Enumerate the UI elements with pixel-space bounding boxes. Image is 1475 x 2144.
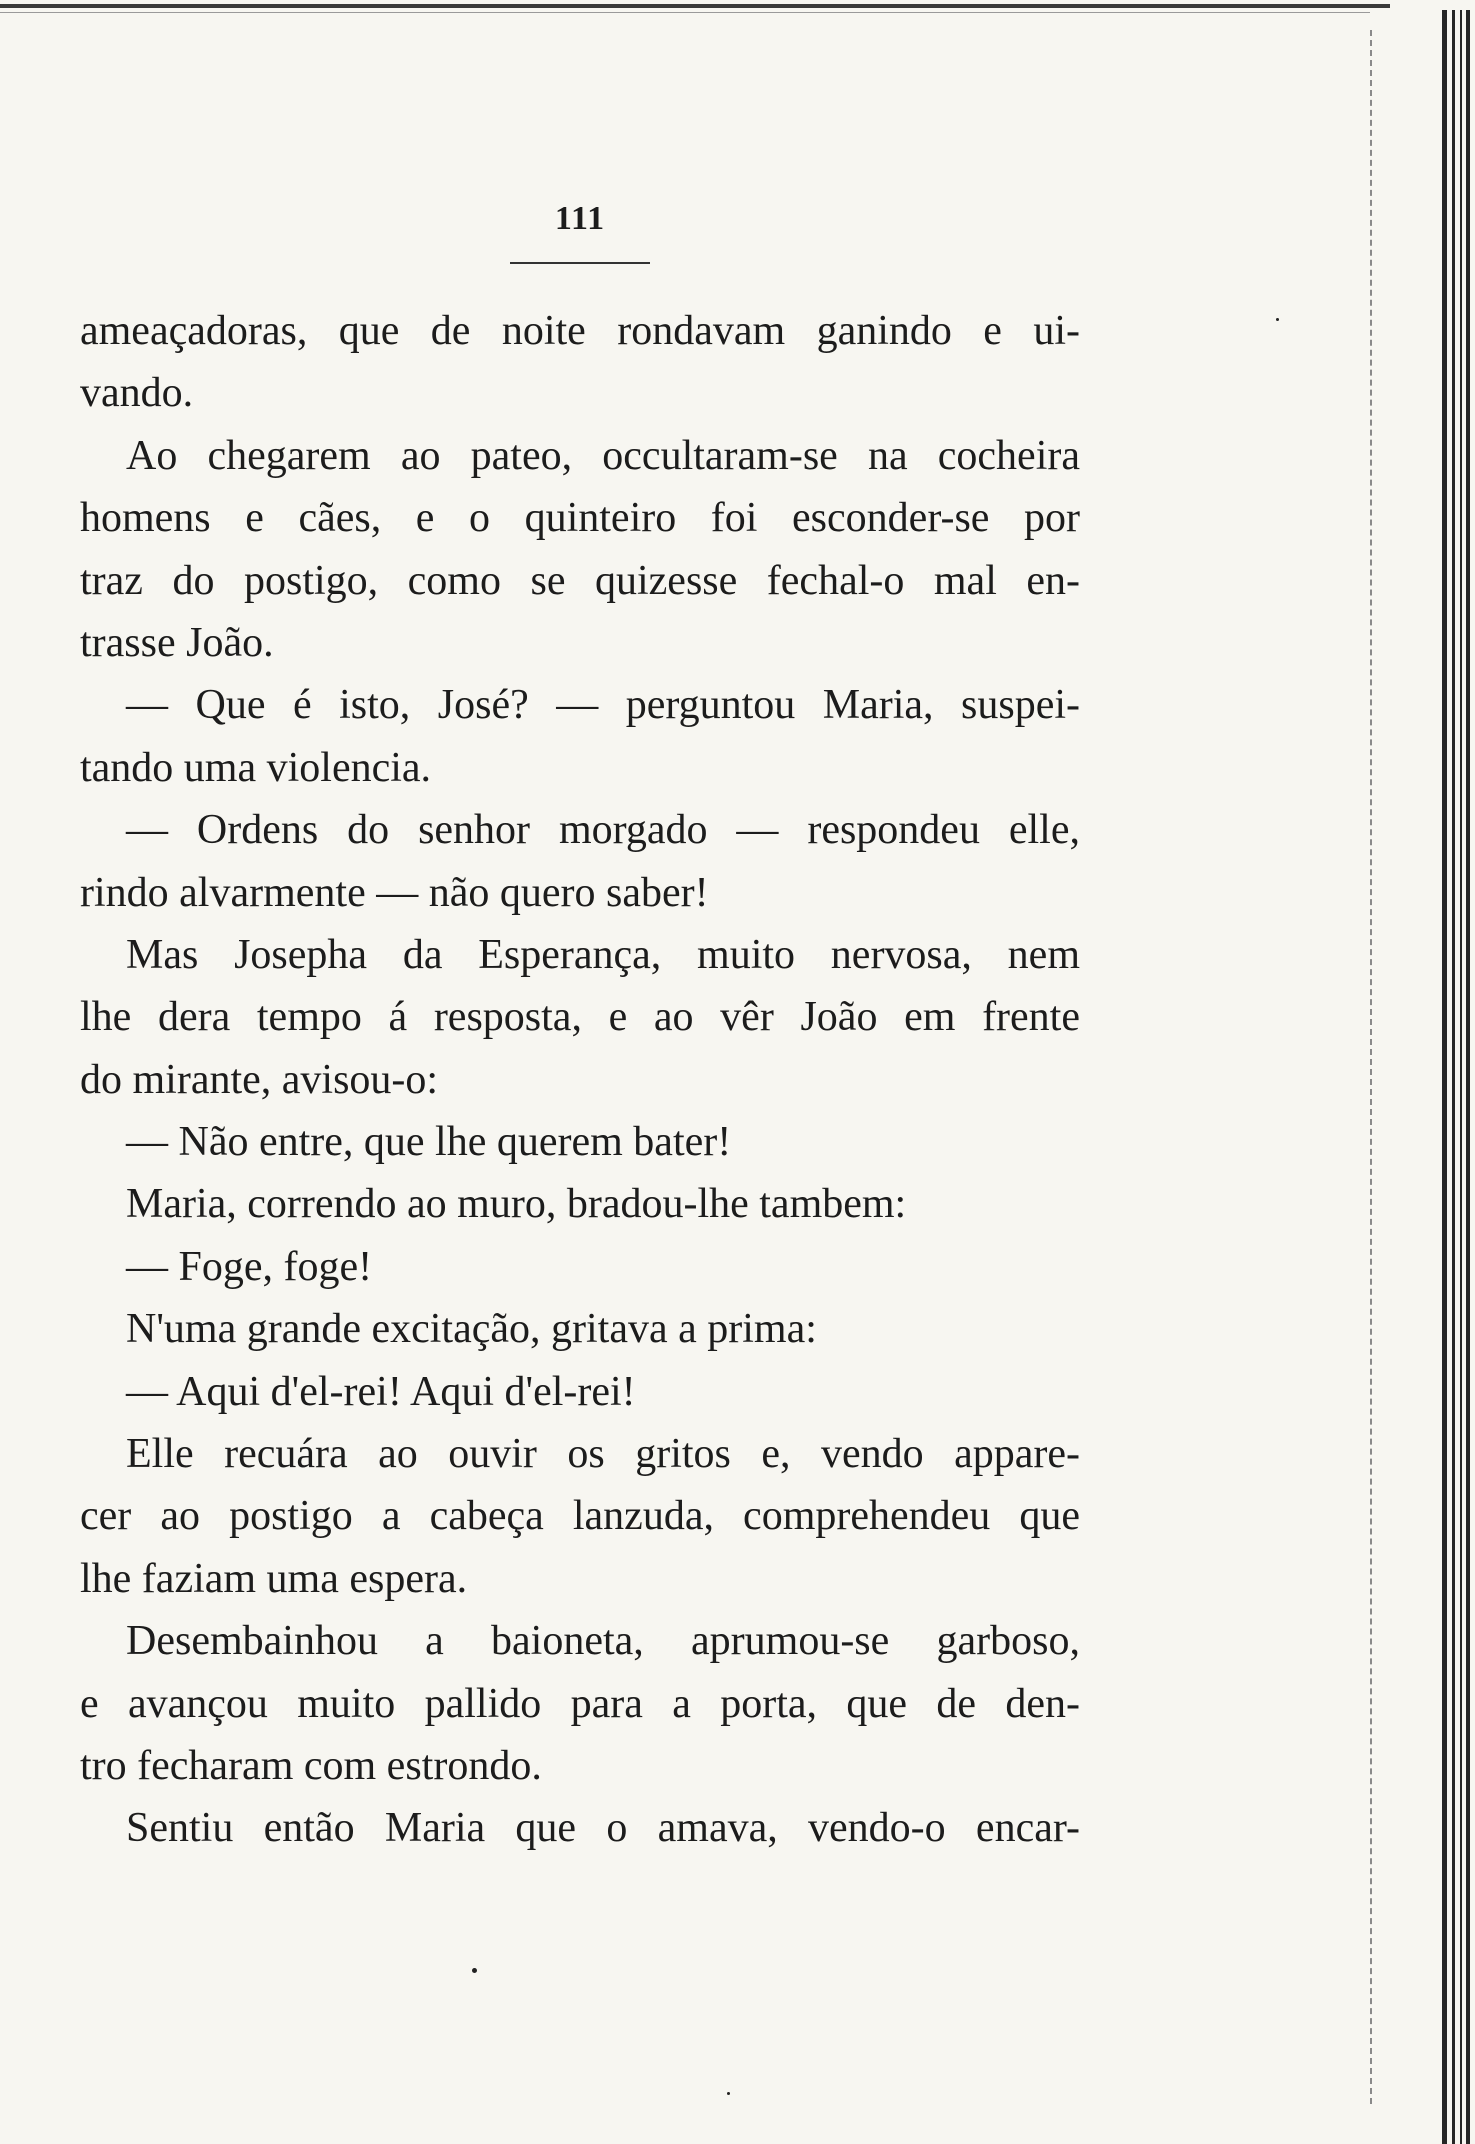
text-line: Sentiu então Maria que o amava, vendo-o encar- xyxy=(126,1805,1080,1852)
top-edge-rule-thin xyxy=(0,12,1370,13)
text-line: — Ordens do senhor morgado — respondeu elle, xyxy=(126,807,1080,854)
text-line: trasse João. xyxy=(80,619,274,666)
page-number-rule xyxy=(510,262,650,264)
binding-line xyxy=(1442,10,1447,2144)
text-line: tando uma violencia. xyxy=(80,744,432,791)
text-line: traz do postigo, como se quizesse fechal-o mal en- xyxy=(80,557,1080,604)
ink-speck xyxy=(1276,318,1279,321)
text-line: — Não entre, que lhe querem bater! xyxy=(126,1119,732,1166)
text-line: homens e cães, e o quinteiro foi esconder-se por xyxy=(80,495,1080,542)
text-line: cer ao postigo a cabeça lanzuda, comprehendeu que xyxy=(80,1493,1080,1540)
binding-line xyxy=(1466,10,1470,2144)
book-binding-edge xyxy=(1370,10,1475,2144)
text-line: lhe dera tempo á resposta, e ao vêr João em frente xyxy=(80,994,1080,1041)
text-line: — Foge, foge! xyxy=(126,1243,373,1290)
text-line: do mirante, avisou-o: xyxy=(80,1056,439,1103)
text-line: e avançou muito pallido para a porta, que de den- xyxy=(80,1680,1080,1727)
binding-line xyxy=(1460,10,1462,2144)
ink-speck xyxy=(727,2092,730,2095)
binding-wavy-edge xyxy=(1370,30,1382,2104)
text-line: N'uma grande excitação, gritava a prima: xyxy=(126,1306,817,1353)
binding-line xyxy=(1452,10,1455,2144)
body-text xyxy=(80,300,1080,1860)
top-edge-rule xyxy=(0,4,1390,8)
text-line: — Que é isto, José? — perguntou Maria, suspei- xyxy=(126,682,1080,729)
text-line: vando. xyxy=(80,370,194,417)
text-line: — Aqui d'el-rei! Aqui d'el-rei! xyxy=(126,1368,636,1415)
text-line: Elle recuára ao ouvir os gritos e, vendo appare- xyxy=(126,1431,1080,1478)
text-line: Ao chegarem ao pateo, occultaram-se na cocheira xyxy=(126,432,1080,479)
text-line: ameaçadoras, que de noite rondavam ganindo e ui- xyxy=(80,308,1080,354)
text-line: Mas Josepha da Esperança, muito nervosa, nem xyxy=(126,931,1080,978)
text-line: Desembainhou a baioneta, aprumou-se garboso, xyxy=(126,1618,1080,1665)
ink-speck xyxy=(472,1968,477,1973)
text-line: rindo alvarmente — não quero saber! xyxy=(80,869,709,916)
text-line: Maria, correndo ao muro, bradou-lhe tambem: xyxy=(126,1181,907,1228)
text-line: tro fecharam com estrondo. xyxy=(80,1742,542,1789)
text-line: lhe faziam uma espera. xyxy=(80,1555,468,1602)
page-number: 111 xyxy=(554,200,606,237)
